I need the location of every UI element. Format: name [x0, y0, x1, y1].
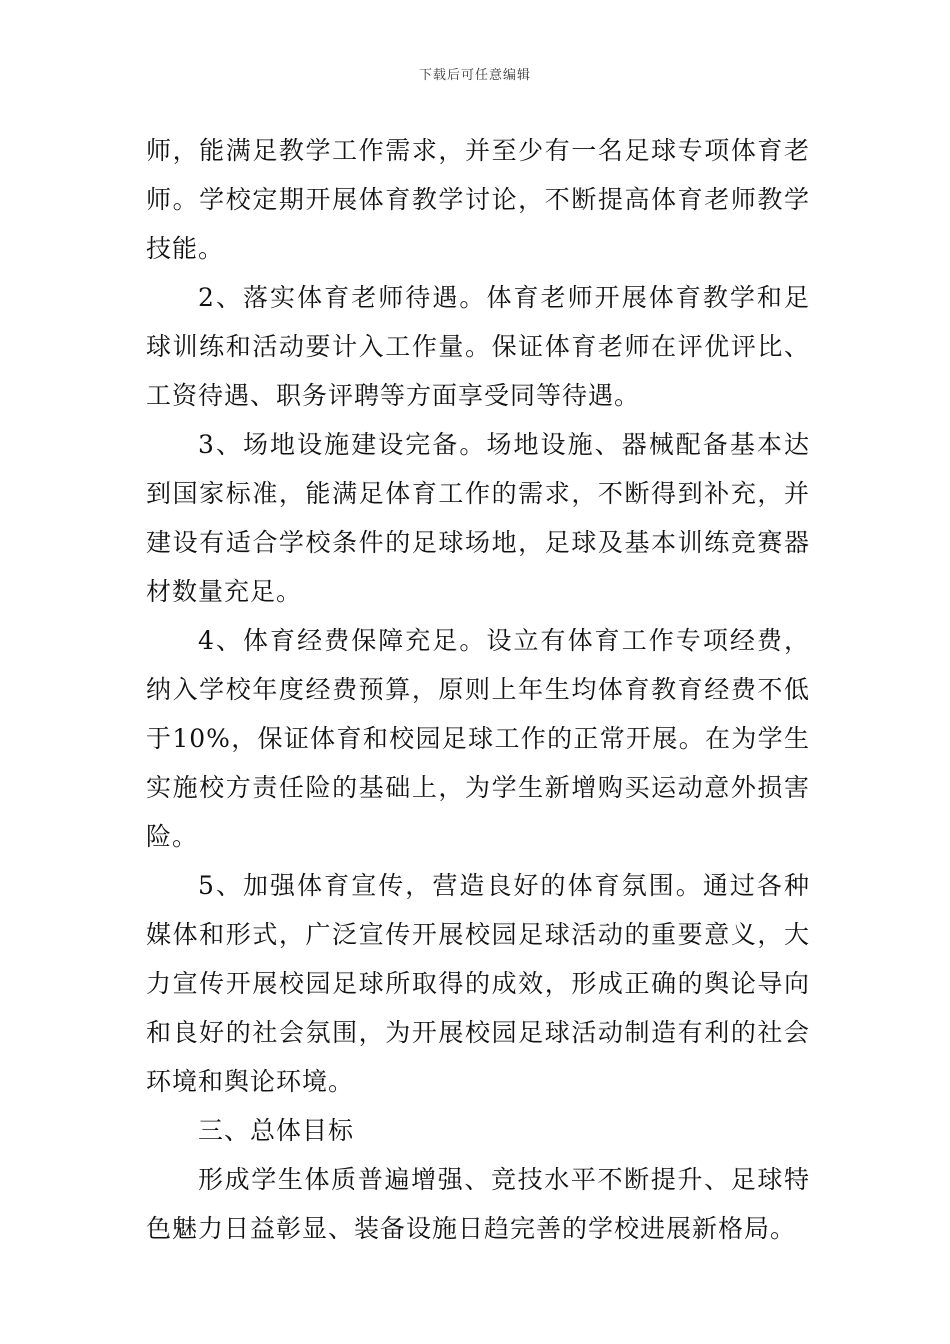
paragraph-funding: 4、体育经费保障充足。设立有体育工作专项经费，纳入学校年度经费预算，原则上年生均体育教育经费不低于10%，保证体育和校园足球工作的正常开展。在为学生实施校方责任险的基础上，为学生新增购买运动意外损害险。	[146, 626, 810, 851]
paragraph-overall-goal: 形成学生体质普遍增强、竞技水平不断提升、足球特色魅力日益彰显、装备设施日趋完善的学校进展新格局。	[146, 1165, 810, 1243]
page-header: 下载后可任意编辑	[418, 68, 531, 83]
section-heading-overall-goal: 三、总体目标	[198, 1116, 355, 1145]
document-body	[146, 126, 810, 1253]
paragraph-publicity: 5、加强体育宣传，营造良好的体育氛围。通过各种媒体和形式，广泛宣传开展校园足球活动的重要意义，大力宣传开展校园足球所取得的成效，形成正确的舆论导向和良好的社会氛围，为开展校园足球活动制造有利的社会环境和舆论环境。	[146, 871, 810, 1096]
paragraph-teacher-treatment: 2、落实体育老师待遇。体育老师开展体育教学和足球训练和活动要计入工作量。保证体育老师在评优评比、工资待遇、职务评聘等方面享受同等待遇。	[146, 283, 810, 410]
paragraph-facilities: 3、场地设施建设完备。场地设施、器械配备基本达到国家标准，能满足体育工作的需求，不断得到补充，并建设有适合学校条件的足球场地，足球及基本训练竞赛器材数量充足。	[146, 430, 810, 606]
paragraph-continuation: 师，能满足教学工作需求，并至少有一名足球专项体育老师。学校定期开展体育教学讨论，不断提高体育老师教学技能。	[146, 136, 810, 263]
